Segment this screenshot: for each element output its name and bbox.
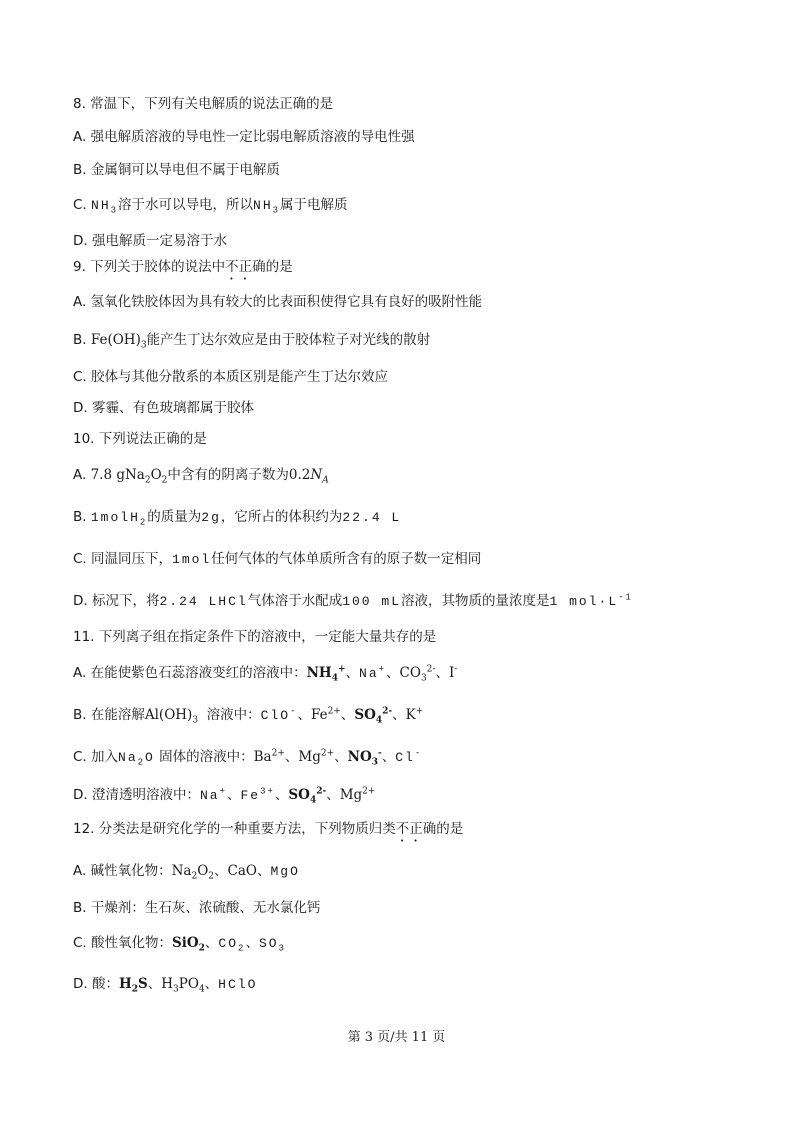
question-11-stem: 11. 下列离子组在指定条件下的溶液中，一定能大量共存的是 xyxy=(73,629,437,645)
question-10-stem: 10. 下列说法正确的是 xyxy=(73,431,207,447)
question-8-option-c: C. $NH_3$溶于水可以导电，所以$NH_3$属于电解质 xyxy=(73,197,348,216)
question-12-stem: 12. 分类法是研究化学的一种重要方法，下列物质归类不正确的是 xyxy=(73,821,464,837)
question-10-option-a: A. 7.8 $gNa_2O_2$中含有的阴离子数为$0.2N_A$ xyxy=(73,467,329,486)
question-10-option-c: C. 同温同压下，1mol任何气体的气体单质所含有的原子数一定相同 xyxy=(73,551,482,567)
question-8-option-d: D. 强电解质一定易溶于水 xyxy=(73,233,227,249)
question-9-option-c: C. 胶体与其他分散系的本质区别是能产生丁达尔效应 xyxy=(73,369,389,385)
question-10-option-d: D. 标况下，将2.24 LHCl气体溶于水配成100 mL溶液，其物质的量浓度是1 $mol\cdot L^{-1}$ xyxy=(73,592,633,609)
question-8-stem: 8. 常温下，下列有关电解质的说法正确的是 xyxy=(73,96,334,112)
question-8-option-b: B. 金属铜可以导电但不属于电解质 xyxy=(73,162,280,178)
question-9-option-a: A. 氢氧化铁胶体因为具有较大的比表面积使得它具有良好的吸附性能 xyxy=(73,294,483,310)
question-11-option-d: D. 澄清透明溶液中：Na+、$Fe^{3+}$、$SO_4^{2-}$、$Mg^{2+}$ xyxy=(73,786,376,806)
question-12-option-c: C. 酸性氧化物：SiO$_2$、$CO_2$、$SO_3$ xyxy=(73,935,286,954)
question-12-option-a: A. 碱性氧化物：$Na_2O_2$、CaO、MgO xyxy=(73,863,300,882)
question-9-stem: 9. 下列关于胶体的说法中不正确的是 xyxy=(73,259,293,275)
question-12-option-b: B. 干燥剂：生石灰、浓硫酸、无水氯化钙 xyxy=(73,900,321,916)
question-8-option-a: A. 强电解质溶液的导电性一定比弱电解质溶液的导电性强 xyxy=(73,129,415,145)
page-footer: 第 3 页/共 11 页 xyxy=(347,1030,446,1045)
question-11-option-a: A. 在能使紫色石蕊溶液变红的溶液中：$NH_4^+$、Na+、$CO_3^{2-}$、I- xyxy=(73,664,458,684)
question-9-option-d: D. 雾霾、有色玻璃都属于胶体 xyxy=(73,400,254,416)
question-11-option-c: C. 加入$Na_2O$ 固体的溶液中：$Ba^{2+}$、$Mg^{2+}$、$NO_3^-$、Cl- xyxy=(73,748,423,768)
question-10-option-b: B. 1molH$_2$的质量为2g，它所占的体积约为22.4 L xyxy=(73,509,402,528)
question-12-option-d: D. 酸：$H_2S$、$H_3PO_4$、HClO xyxy=(73,976,258,995)
question-9-option-b: B. $Fe(OH)_3$能产生丁达尔效应是由于胶体粒子对光线的散射 xyxy=(73,332,431,351)
question-11-option-b: B. 在能溶解$Al(OH)_3$ 溶液中：ClO-、$Fe^{2+}$、$SO_4^{2-}$、K+ xyxy=(73,706,424,726)
